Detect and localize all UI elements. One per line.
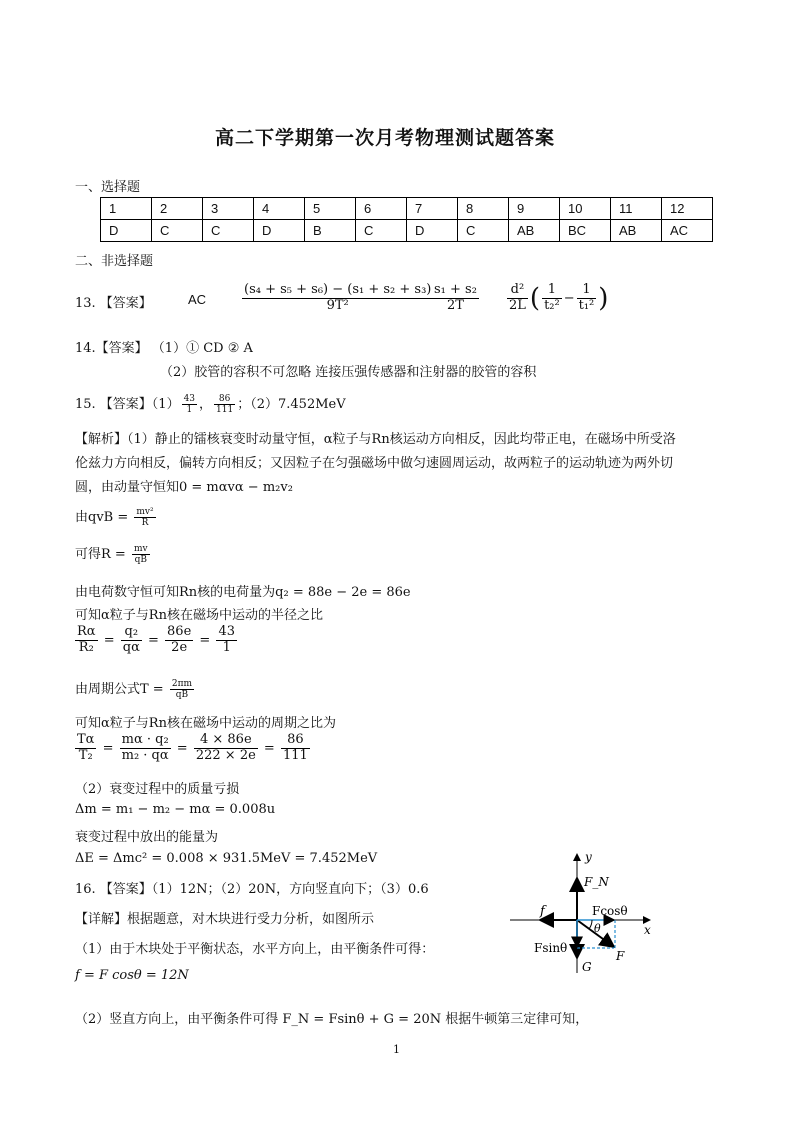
frac-num: Tα <box>77 732 95 747</box>
table-cell: 2 <box>152 198 203 220</box>
q13-f3-a-num: 1 <box>542 283 562 299</box>
table-cell: 10 <box>560 198 611 220</box>
page-number: 1 <box>393 1043 400 1056</box>
q15-mass-defect: Δm = m₁ − m₂ − mα = 0.008u <box>75 802 276 817</box>
fn-label: F_N <box>584 875 609 889</box>
q16-friction-eq: f = F cosθ = 12N <box>75 968 189 983</box>
table-cell: D <box>101 220 152 242</box>
table-cell: 9 <box>509 198 560 220</box>
fsin-label: Fsinθ <box>534 941 568 955</box>
q15-period-ratio-text: 可知α粒子与Rn核在磁场中运动的周期之比为 <box>75 716 336 731</box>
q13-fraction-2 <box>430 283 481 314</box>
q15-analysis-line-1: 【解析】（1）静止的镭核衰变时动量守恒，α粒子与Rn核运动方向相反，因此均带正电，在磁场中所受洛 <box>75 432 676 447</box>
frac-num: q₂ <box>121 625 142 641</box>
q13-f1-den: 9T² <box>326 297 349 313</box>
q15-part2: （2）衰变过程中的质量亏损 <box>75 782 240 797</box>
table-cell: C <box>152 220 203 242</box>
q15-radius-ratio-text: 可知α粒子与Rn核在磁场中运动的半径之比 <box>75 608 323 623</box>
frac-den: m₂ · qα <box>121 747 169 763</box>
force-f-label: F <box>616 949 625 963</box>
q14-line-1: 14.【答案】 （1）① CD ② A <box>75 341 253 356</box>
frac-den: 111 <box>282 747 308 763</box>
table-cell: C <box>203 220 254 242</box>
q15-energy: ΔE = Δmc² = 0.008 × 931.5MeV = 7.452MeV <box>75 851 378 866</box>
q15-r-den: qB <box>134 555 147 565</box>
q16-part2: （2）竖直方向上，由平衡条件可得 F_N = Fsinθ + G = 20N 根据牛顿第三定律可知， <box>75 1012 589 1027</box>
frac-num: 4 × 86e <box>194 733 258 749</box>
fcos-label: Fcosθ <box>592 904 628 918</box>
frac-den: 222 × 2e <box>195 747 256 763</box>
table-row-answers <box>101 220 713 242</box>
frac-den: 1 <box>222 639 231 655</box>
q13-f3-a-den: t₂² <box>544 297 560 313</box>
table-cell: C <box>458 220 509 242</box>
q15-analysis-line-3: 圆，由动量守恒知0 = mαvα − m₂v₂ <box>75 480 293 495</box>
force-diagram <box>510 848 660 978</box>
theta-label: θ <box>594 922 601 935</box>
q13-f3-b-den: t₁² <box>578 297 595 313</box>
q13-f1-num: (s₄ + s₅ + s₆) − (s₁ + s₂ + s₃) <box>244 282 432 297</box>
table-cell: AB <box>509 220 560 242</box>
table-cell: 8 <box>458 198 509 220</box>
q15-charge: 由电荷数守恒可知Rn核的电荷量为q₂ = 88e − 2e = 86e <box>75 585 411 600</box>
table-cell: 11 <box>611 198 662 220</box>
frac-num: 43 <box>218 624 235 639</box>
q13-f2-num: s₁ + s₂ <box>434 282 477 297</box>
q15-frac2-num: 86 <box>214 394 235 405</box>
q16-detail: 【详解】根据题意，对木块进行受力分析，如图所示 <box>75 912 375 927</box>
table-cell: 4 <box>254 198 305 220</box>
q15-period-num: 2πm <box>171 678 193 689</box>
q15-r-pre: 可得R = <box>75 547 130 562</box>
frac-num: 86e <box>167 624 192 639</box>
q13-f3-b-num: 1 <box>577 283 597 299</box>
q15-qvb-den: R <box>141 518 149 528</box>
y-label: y <box>585 850 592 864</box>
choice-answer-table <box>100 197 713 242</box>
table-cell: 5 <box>305 198 356 220</box>
section-heading-nonchoice: 二、非选择题 <box>75 254 154 269</box>
frac-num: mα · q₂ <box>121 732 169 747</box>
q13-f3-pre-num: d² <box>507 283 528 299</box>
q15-sep: ， <box>199 397 213 412</box>
frac-den: 2e <box>171 639 188 655</box>
q15-radius-ratio: $\frac{R\alpha}{\text{R₂}}$ = $\frac{\text{q₂}}{q\alpha}$ = $\frac{86e}{2e}$ = $\frac{43}{1}$ <box>77 624 235 655</box>
gravity-label: G <box>582 960 592 974</box>
frac-den: qα <box>122 639 140 655</box>
q13-label: 13. 【答案】 <box>75 296 152 311</box>
table-cell: 1 <box>101 198 152 220</box>
section-heading-choice: 一、选择题 <box>75 180 141 195</box>
table-cell: 3 <box>203 198 254 220</box>
q15-period-formula <box>75 678 196 700</box>
x-label: x <box>644 923 651 937</box>
table-row-numbers <box>101 198 713 220</box>
q15-period-den: qB <box>175 690 189 700</box>
table-cell: C <box>356 220 407 242</box>
q16-answer: 16. 【答案】（1）12N；（2）20N，方向竖直向下；（3）0.6 <box>75 882 429 897</box>
table-cell: 7 <box>407 198 458 220</box>
table-cell: AC <box>662 220 713 242</box>
q15-answer <box>75 393 346 415</box>
friction-label: f <box>540 904 545 919</box>
table-cell: 6 <box>356 198 407 220</box>
q13-fraction-1 <box>240 283 435 314</box>
q15-r-num: mv <box>133 543 148 554</box>
q15-qvb-num: mv² <box>136 506 154 517</box>
page-title: 高二下学期第一次月考物理测试题答案 <box>215 127 556 149</box>
q15-qvb-pre: 由qvB = <box>75 510 133 525</box>
frac-den: R₂ <box>78 639 94 655</box>
q15-frac1-num: 43 <box>183 393 196 404</box>
q15-period-pre: 由周期公式T = <box>75 682 168 697</box>
table-cell: 12 <box>662 198 713 220</box>
q13-f2-den: 2T <box>446 297 464 313</box>
q13-f3-pre-den: 2L <box>509 297 526 313</box>
table-cell: D <box>254 220 305 242</box>
table-cell: BC <box>560 220 611 242</box>
q15-analysis-line-2: 伦兹力方向相反，偏转方向相反；又因粒子在匀强磁场中做匀速圆周运动，故两粒子的运动轨迹为两外切 <box>75 456 674 471</box>
q15-tail: ；（2）7.452MeV <box>237 397 346 412</box>
q15-energy-text: 衰变过程中放出的能量为 <box>75 830 219 845</box>
q14-line-2: （2）胶管的容积不可忽略 连接压强传感器和注射器的胶管的容积 <box>160 365 537 380</box>
q15-period-ratio: $\frac{T\alpha}{\text{T₂}}$ = $\frac{\text{mα · q₂}}{\text{m₂ · qα}}$ = $\frac{4 \times 86e}{222 \times 2e}$ = $\frac{86}{111}$ <box>77 732 308 763</box>
q15-r-formula <box>75 543 152 565</box>
q15-frac1-den: 1 <box>186 405 193 415</box>
q13-fraction-3: $\frac{\text{d²}}{2L}$ ( $\frac{1}{\text{t₂²}}$ − $\frac{1}{\text{t₁²}}$ ) <box>509 282 609 314</box>
frac-num: Rα <box>77 624 96 639</box>
q15-qvb-formula <box>75 506 158 528</box>
theta-arc <box>589 920 592 929</box>
table-cell: D <box>407 220 458 242</box>
frac-num: 86 <box>281 733 310 749</box>
frac-den: T₂ <box>78 747 93 763</box>
q15-frac2-den: 111 <box>216 405 234 415</box>
q16-part1: （1）由于木块处于平衡状态，水平方向上，由平衡条件可得： <box>75 942 435 957</box>
q15-label: 15. 【答案】（1） <box>75 397 180 412</box>
table-cell: AB <box>611 220 662 242</box>
table-cell: B <box>305 220 356 242</box>
q13-answer-1: AC <box>188 292 207 307</box>
